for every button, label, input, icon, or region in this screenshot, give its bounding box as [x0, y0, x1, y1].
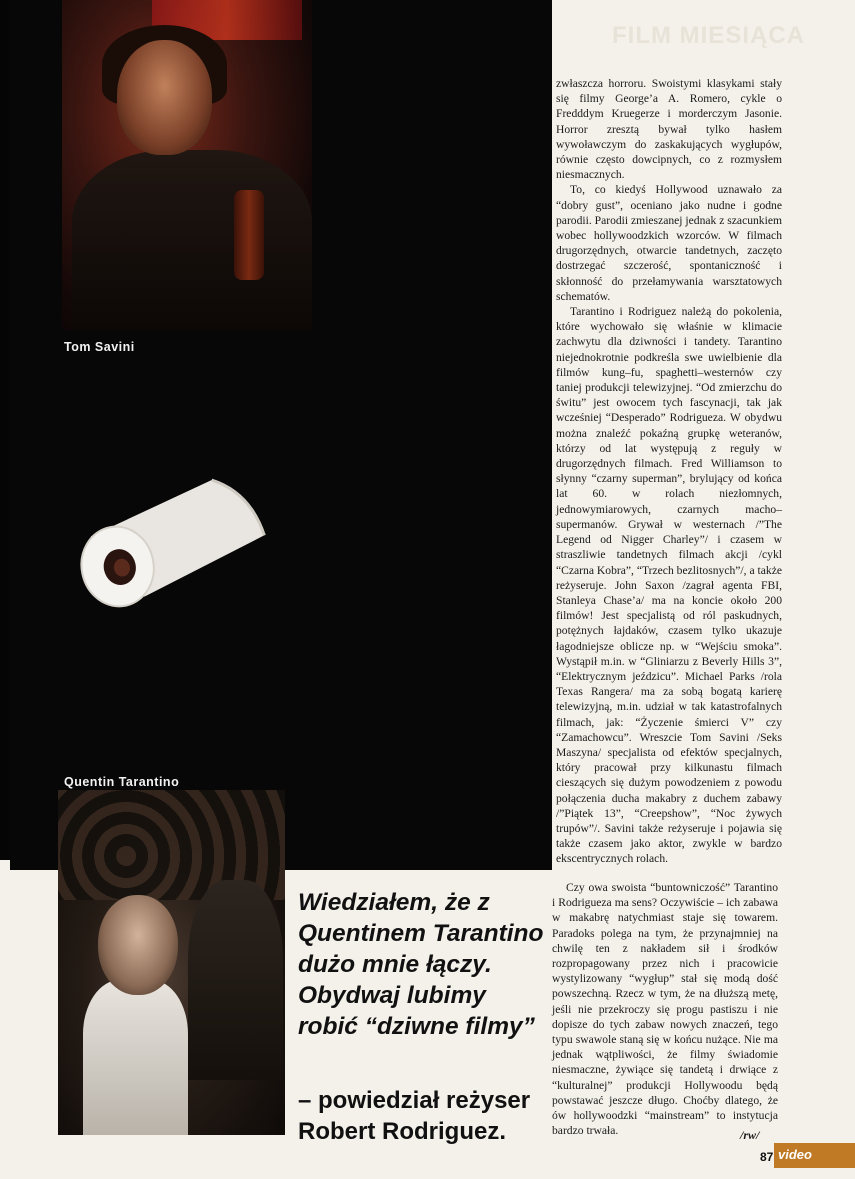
article-column-bottom	[552, 880, 778, 1138]
photo-tom-savini	[62, 0, 312, 330]
white-shirt-shape	[83, 980, 188, 1135]
author-signature: /rw/	[740, 1128, 760, 1142]
black-edge	[0, 0, 10, 860]
article-paragraph: To, co kiedyś Hollywood uznawało za “dobry gust”, oceniano jako nudne i godne parodii. Parodii zmieszanej jednak z szacunkiem wobec hollywoodzkich wzorców. W filmach drugorzędnych, otwarcie tandetnych, zaczęto dostrzegać szczerość, spontaniczność i skłonność do przełamywania warsztatowych schematów.	[556, 183, 782, 303]
jacket-shape	[72, 150, 312, 330]
section-title: FILM MIESIĄCA	[612, 22, 805, 49]
second-man-shape	[188, 880, 283, 1080]
caption-tom-savini: Tom Savini	[64, 340, 135, 354]
pull-quote: Wiedziałem, że z Quentinem Tarantino dużo mnie łączy. Obydwaj lubimy robić “dziwne filmy”	[298, 889, 544, 1040]
man-face-shape	[98, 895, 178, 995]
section-tab-label: video	[778, 1147, 812, 1162]
caption-line-1: Quentin Tarantino	[64, 775, 180, 789]
face-shape	[117, 40, 212, 155]
bottle-shape	[234, 190, 264, 280]
pull-quote-attribution: – powiedział reżyser Robert Rodriguez.	[298, 1087, 531, 1145]
article-paragraph: Czy owa swoista “buntowniczość” Tarantino i Rodrigueza ma sens? Oczywiście – ich zabawa w makabrę natychmiast staje się towarem. Paradoks polega na tym, że przynajmniej na chwilę ten z nakładem sił i środków rozpropagowany przez nich i pracowicie wystylizowany “wygłup” stał się modą dość powszechną. Rzecz w tym, że na dłuższą metę, jeśli nie przekroczy się progu pastiszu i nie dopisze do tych zabaw nowych znaczeń, tego typu swawole staną się w końcu nużące. Nie ma jednak wątpliwości, że filmy świadomie niesmaczne, żywiące się tandetą i drwiące z “kulturalnej” produkcji Hollywoodu będą powstawać jeszcze długo. Choćby dlatego, że ów hollywoodzki “mainstream” to instytucja bardzo trwała.	[552, 881, 778, 1138]
article-paragraph: Tarantino i Rodriguez należą do pokolenia, które wychowało się właśnie w klimacie zachwytu dla dziwności i tandety. Tarantino niejednokrotnie podkreśla swe uwielbienie dla filmów kung–fu, spaghetti–westernów czy taniej produkcji telewizyjnej. “Od zmierzchu do świtu” jest owocem tych fascynacji, tak jak wcześniej “Desperado” Rodrigueza. W obydwu można znaleźć pokaźną grupkę weteranów, którzy od lat występują z reguły w drugorzędnych filmach. Fred Williamson to słynny “czarny superman”, brylujący od końca lat 60. w rolach niezłomnych, jednowymiarowych, czarnych macho–supermanów. Grywał w westernach /”The Legend od Nigger Charley”/ i czasem w straszliwie tandetnych filmach akcji /cykl “Czarna Kobra”, “Trzech bezlitosnych”/, a także reżyseruje. John Saxon /zagrał agenta FBI, Stanleya Chase’a/ ma na koncie około 200 filmów! Jest specjalistą od ról paskudnych, potężnych łajdaków, czasem tylko ukazuje łagodniejsze oblicze np. w “Wejściu smoka”. Wystąpił m.in. w “Gliniarzu z Beverly Hills 3”, “Elektrycznym jeździcu”. Michael Parks /rola Texas Rangera/ ma za sobą bogatą karierę telewizyjną, m.in. udział w tak katastrofalnych filmach, jak: “Życzenie śmierci V” czy “Zamachowcu”. Wreszcie Tom Savini /Seks Maszyna/ specjalista od efektów specjalnych, który pracował przy kilkunastu filmach cieszących się dużym powodzeniem z powodu połączenia ducha makabry z duchem zabawy /”Piątek 13”, “Creepshow”, “Noc żywych trupów”/. Savini także reżyseruje i pojawia się także czasem jako aktor, zwykle w bardzo ekscentrycznych rolach.	[556, 305, 782, 866]
section-tab	[774, 1143, 855, 1168]
photo-tarantino-trejo	[58, 790, 285, 1135]
article-column-top	[556, 76, 782, 867]
page-number: 87	[760, 1150, 774, 1164]
article-paragraph: zwłaszcza horroru. Swoistymi klasykami stały się filmy George’a A. Romero, cykle o Fredddym Kruegerze i morderczym Jasonie. Horror zresztą bywał tylko hasłem wywoławczym do zaskakujących wygłupów, równie często dowcipnych, co z rozmysłem niesmacznych.	[556, 77, 782, 182]
toilet-paper-roll-icon	[72, 448, 287, 618]
